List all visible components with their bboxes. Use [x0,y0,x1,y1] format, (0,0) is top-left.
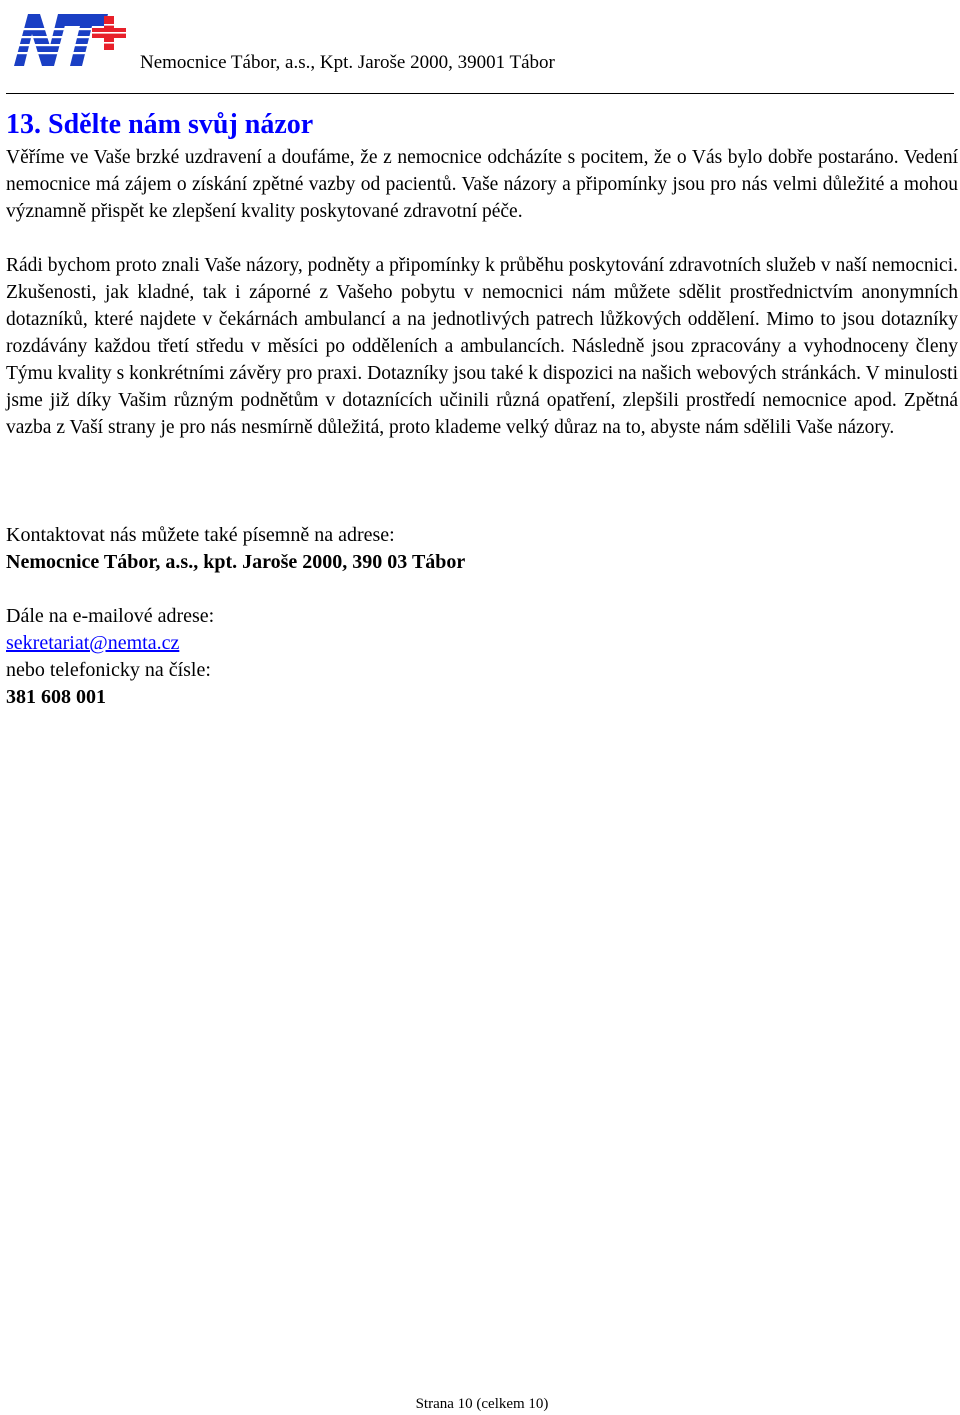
email-intro: Dále na e-mailové adrese: [6,605,215,627]
contact-block [6,522,906,711]
spacer [6,576,906,603]
hospital-logo [8,6,128,70]
paragraph-intro: Věříme ve Vaše brzké uzdravení a doufáme, že z nemocnice odcházíte s pocitem, že o Vás bylo dobře postaráno. Vedení nemocnice má zájem o získání zpětné vazby od pacientů. Vaše názory a připomínky jsou pro nás velmi důležité a mohou významně přispět ke zlepšení kvality poskytované zdravotní péče. [6,147,958,222]
section-title: 13. Sdělte nám svůj názor [6,109,314,140]
page-header [0,0,960,100]
header-divider [6,93,954,94]
header-address: Nemocnice Tábor, a.s., Kpt. Jaroše 2000, 39001 Tábor [140,52,555,73]
paragraph-feedback: Rádi bychom proto znali Vaše názory, podněty a připomínky k průběhu poskytování zdravotních služeb v naší nemocnici. Zkušenosti, jak kladné, tak i záporné z Vašeho pobytu v nemocnici nám můžete sdělit prostřednictvím anonymních dotazníků, které najdete v čekárnách ambulancí a na jednotlivých patrech lůžkových oddělení. Mimo to jsou dotazníky rozdávány každou třetí středu v měsíci po odděleních a ambulancích. Následně jsou zpracovány a vyhodnoceny členy Týmu kvality s konkrétními závěry pro praxi. Dotazníky jsou také k dispozici na našich webových stránkách. V minulosti jsme již díky Vašim různým podnětům v dotaznících učinili různá opatření, zlepšili prostředí nemocnice apod. Zpětná vazba z Vaší strany je pro nás nesmírně důležitá, proto klademe velký důraz na to, abyste nám sdělili Vaše názory. [6,255,958,438]
phone-intro: nebo telefonicky na čísle: [6,659,211,681]
page-footer [0,1396,960,1413]
phone-number: 381 608 001 [6,686,106,708]
postal-address: Nemocnice Tábor, a.s., kpt. Jaroše 2000, 390 03 Tábor [6,551,466,573]
postal-intro: Kontaktovat nás můžete také písemně na adrese: [6,524,395,546]
email-link[interactable]: sekretariat@nemta.cz [6,632,180,654]
page-number: Strana 10 (celkem 10) [415,1396,549,1412]
